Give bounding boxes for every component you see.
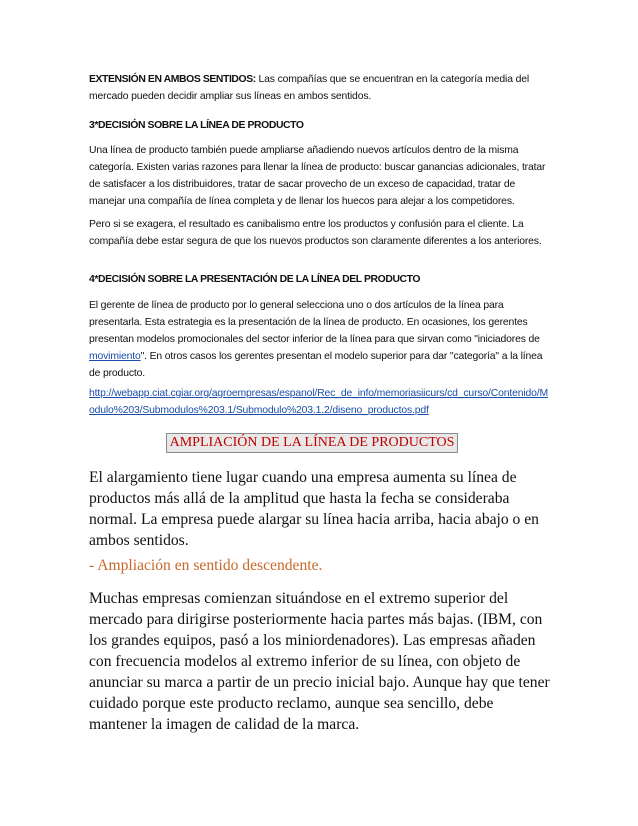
section-heading-ampliacion: AMPLIACIÓN DE LA LÍNEA DE PRODUCTOS xyxy=(166,433,459,453)
subheading-descendente: - Ampliación en sentido descendente. xyxy=(89,557,323,574)
paragraph-text: ". En otros casos los gerentes presentan el modelo superior para dar "categoría" a la línea de producto. xyxy=(89,351,543,379)
paragraph-text: Pero si se exagera, el resultado es canibalismo entre los productos y confusión para el cliente. La compañía debe estar segura de que los nuevos productos son claramente diferentes a los anteriores. xyxy=(89,219,542,247)
paragraph-text: El gerente de línea de producto por lo general selecciona uno o dos artículos de la línea para presentarla. Esta estrategia es la presentación de la línea de producto. En ocasiones, los gerentes presentan modelos promocionales del sector inferior de la línea para que sirvan como "iniciadores de xyxy=(89,300,540,345)
paragraph-alargamiento xyxy=(89,467,551,551)
paragraph-text: El alargamiento tiene lugar cuando una empresa aumenta su línea de productos más allá de la amplitud que hasta la fecha se consideraba normal. La empresa puede alargar su línea hacia arriba, hacia abajo o en ambos sentidos. xyxy=(89,469,539,549)
section-heading-wrap xyxy=(0,433,638,453)
paragraph-descendente xyxy=(89,588,551,735)
paragraph-text: Una línea de producto también puede ampliarse añadiendo nuevos artículos dentro de la misma categoría. Existen varias razones para llenar la línea de producto: buscar ganancias adicionales, tratar de satisfacer a los distribuidores, tratar de sacar provecho de un exceso de capacidad, tratar de manejar una compañía de línea completa y de llenar los huecos para alejar a los competidores. xyxy=(89,145,546,207)
subheading-block xyxy=(89,555,551,576)
section-heading-3 xyxy=(89,117,551,134)
movimiento-link[interactable]: movimiento xyxy=(89,351,141,362)
extension-label: EXTENSIÓN EN AMBOS SENTIDOS: xyxy=(89,74,256,85)
paragraph-extension xyxy=(89,71,551,105)
paragraph-canibalismo xyxy=(89,216,551,250)
paragraph-text: Muchas empresas comienzan situándose en el extremo superior del mercado para dirigirse posteriormente hacia partes más bajas. (IBM, con los grandes equipos, pasó a los miniordenadores). Las empresas añaden con frecuencia modelos al extremo inferior de su línea, con objeto de anunciar su marca a partir de un precio inicial bajo. Aunque hay que tener cuidado porque este producto reclamo, aunque sea sencillo, debe mantener la imagen de calidad de la marca. xyxy=(89,590,550,733)
section-heading-4 xyxy=(89,271,551,288)
paragraph-linea-producto xyxy=(89,142,551,210)
source-url-link[interactable]: http://webapp.ciat.cgiar.org/agroempresas/espanol/Rec_de_info/memoriasiicurs/cd_curso/Contenido/Modulo%203/Submodulos%203.1/Submodulo%203.1.2/diseno_productos.pdf xyxy=(89,388,549,416)
paragraph-presentacion xyxy=(89,297,551,382)
source-url-block xyxy=(89,385,551,419)
heading-decision-presentacion: 4*DECISIÓN SOBRE LA PRESENTACIÓN DE LA LÍNEA DEL PRODUCTO xyxy=(89,274,421,285)
extension-text: Las compañías que se encuentran en la categoría media del mercado pueden decidir ampliar sus líneas en ambos sentidos. xyxy=(89,74,529,102)
heading-decision-linea: 3*DECISIÓN SOBRE LA LÍNEA DE PRODUCTO xyxy=(89,120,304,131)
